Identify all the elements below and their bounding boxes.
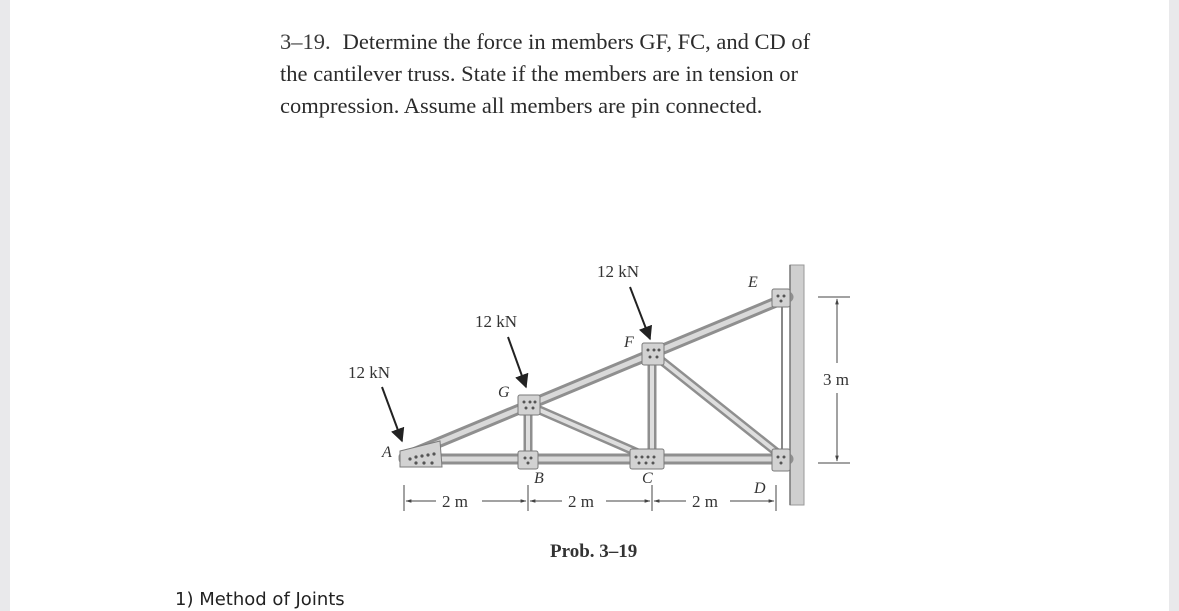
gusset-f [642,343,664,365]
load-label-g: 12 kN [475,312,518,331]
joint-label-e: E [748,274,758,291]
gusset-c [630,449,664,469]
load-label-a: 12 kN [348,363,391,382]
problem-text-line-3: compression. Assume all members are pin connected. [280,93,763,118]
span-dim-ab: 2 m [442,492,468,511]
truss-members [404,297,788,459]
load-arrow-f [630,287,650,339]
figure-caption: Prob. 3–19 [550,541,638,562]
gusset-b [518,451,538,469]
joint-label-g: G [498,384,510,401]
span-dim-bc: 2 m [568,492,594,511]
load-arrow-g [508,337,526,387]
gusset-g [518,395,540,415]
gusset-d [772,449,790,471]
truss-diagram [330,245,870,585]
problem-statement [280,26,920,122]
load-arrows [382,287,650,441]
load-label-f: 12 kN [597,262,640,281]
method-heading: 1) Method of Joints [175,589,345,610]
gusset-e [772,289,790,307]
problem-number: 3–19. [280,29,331,54]
problem-text-line-1: Determine the force in members GF, FC, and CD of [342,29,811,54]
joint-label-c: C [642,470,653,487]
wall-support [790,265,804,505]
joint-label-b: B [534,470,544,487]
height-dim-label: 3 m [823,370,849,389]
joint-label-d: D [754,480,766,497]
page [10,0,1169,611]
joint-label-f: F [624,334,634,351]
load-arrow-a [382,387,402,441]
problem-text-line-2: the cantilever truss. State if the members are in tension or [280,61,798,86]
problem-line-1 [280,26,920,58]
joint-label-a: A [382,444,392,461]
truss-figure [330,245,870,585]
span-dim-cd: 2 m [692,492,718,511]
